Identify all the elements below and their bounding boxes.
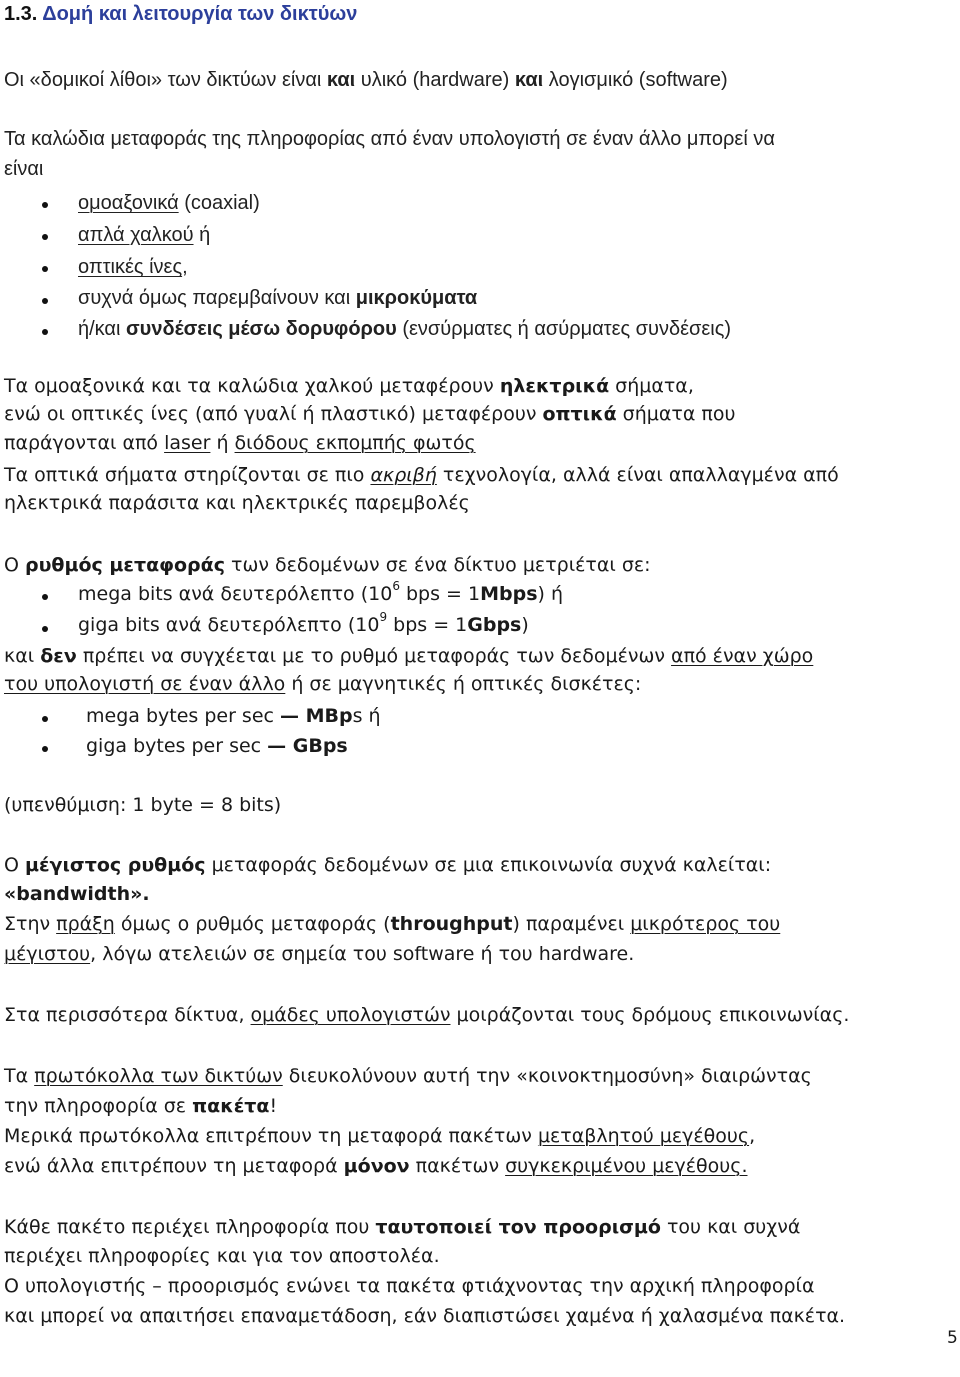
page-number: 5	[947, 1328, 958, 1348]
protocols-line-4: ενώ άλλα επιτρέπουν τη μεταφορά μόνον πακέτων συγκεκριμένου μεγέθους.	[4, 1155, 748, 1177]
bandwidth-term: «bandwidth».	[4, 883, 150, 905]
protocols-line-2: την πληροφορία σε πακέτα!	[4, 1095, 278, 1117]
bandwidth-line-4: μέγιστου, λόγω ατελειών σε σημεία του software ή του hardware.	[4, 943, 635, 965]
list-item: απλά χαλκού ή	[78, 224, 211, 246]
bullet-icon	[42, 234, 48, 240]
bullet-icon	[42, 266, 48, 272]
packets-line-2: περιέχει πληροφορίες και για τον αποστολέα.	[4, 1245, 440, 1267]
bullet-icon	[42, 298, 48, 304]
cables-line-2: είναι	[4, 158, 44, 180]
bullet-icon	[42, 594, 48, 600]
bullet-icon	[42, 329, 48, 335]
list-item: ομοαξονικά (coaxial)	[78, 192, 260, 214]
signals-line-2: ενώ οι οπτικές ίνες (από γυαλί ή πλαστικό) μεταφέρουν οπτικά σήματα που	[4, 403, 736, 425]
protocols-line-1: Τα πρωτόκολλα των δικτύων διευκολύνουν αυτή την «κοινοκτημοσύνη» διαιρώντας	[4, 1065, 812, 1087]
bullet-icon	[42, 626, 48, 632]
bandwidth-line-1: Ο μέγιστος ρυθμός μεταφοράς δεδομένων σε μια επικοινωνία συχνά καλείται:	[4, 854, 772, 876]
bullet-icon	[42, 746, 48, 752]
protocols-line-3: Μερικά πρωτόκολλα επιτρέπουν τη μεταφορά πακέτων μεταβλητού μεγέθους,	[4, 1125, 756, 1147]
list-item: ή/και συνδέσεις μέσω δορυφόρου (ενσύρματες ή ασύρματες συνδέσεις)	[78, 318, 732, 340]
reminder: (υπενθύμιση: 1 byte = 8 bits)	[4, 794, 282, 816]
packets-line-1: Κάθε πακέτο περιέχει πληροφορία που ταυτοποιεί τον προορισμό του και συχνά	[4, 1216, 801, 1238]
packets-line-3: Ο υπολογιστής – προορισμός ενώνει τα πακέτα φτιάχνοντας την αρχική πληροφορία	[4, 1275, 815, 1297]
packets-line-4: και μπορεί να απαιτήσει επαναμετάδοση, εάν διαπιστώσει χαμένα ή χαλασμένα πακέτα.	[4, 1305, 846, 1327]
bullet-icon	[42, 202, 48, 208]
list-item: giga bits ανά δευτερόλεπτο ($10^9$ bps = 1Gbps)	[78, 609, 529, 636]
signals-line-5: ηλεκτρικά παράσιτα και ηλεκτρικές παρεμβολές	[4, 492, 470, 514]
list-item: συχνά όμως παρεμβαίνουν και μικροκύματα	[78, 287, 478, 309]
list-item: οπτικές ίνες,	[78, 256, 188, 278]
section-title: 1.3. Δομή και λειτουργία των δικτύων	[4, 3, 358, 25]
bullet-icon	[42, 716, 48, 722]
signals-line-1: Τα ομοαξονικά και τα καλώδια χαλκού μεταφέρουν ηλεκτρικά σήματα,	[4, 375, 694, 397]
bandwidth-line-3: Στην πράξη όμως ο ρυθμός μεταφοράς (throughput) παραμένει μικρότερος του	[4, 913, 781, 935]
list-item: mega bytes per sec — MBps ή	[86, 705, 381, 727]
confuse-line-2: του υπολογιστή σε έναν άλλο ή σε μαγνητικές ή οπτικές δισκέτες:	[4, 673, 642, 695]
signals-line-4: Τα οπτικά σήματα στηρίζονται σε πιο ακριβή τεχνολογία, αλλά είναι απαλλαγμένα από	[4, 464, 839, 486]
intro-line: Οι «δομικοί λίθοι» των δικτύων είναι και υλικό (hardware) και λογισμικό (software)	[4, 69, 728, 91]
cables-line-1: Τα καλώδια μεταφοράς της πληροφορίας από έναν υπολογιστή σε έναν άλλο μπορεί να	[4, 128, 775, 150]
list-item: mega bits ανά δευτερόλεπτο ($10^6$ bps = 1Mbps) ή	[78, 578, 564, 605]
list-item: giga bytes per sec — GBps	[86, 735, 348, 757]
groups-line: Στα περισσότερα δίκτυα, ομάδες υπολογιστών μοιράζονται τους δρόμους επικοινωνίας.	[4, 1004, 850, 1026]
rate-line: Ο ρυθμός μεταφοράς των δεδομένων σε ένα δίκτυο μετριέται σε:	[4, 554, 651, 576]
confuse-line-1: και δεν πρέπει να συγχέεται με το ρυθμό μεταφοράς των δεδομένων από έναν χώρο	[4, 645, 814, 667]
signals-line-3: παράγονται από laser ή διόδους εκπομπής φωτός	[4, 432, 476, 454]
